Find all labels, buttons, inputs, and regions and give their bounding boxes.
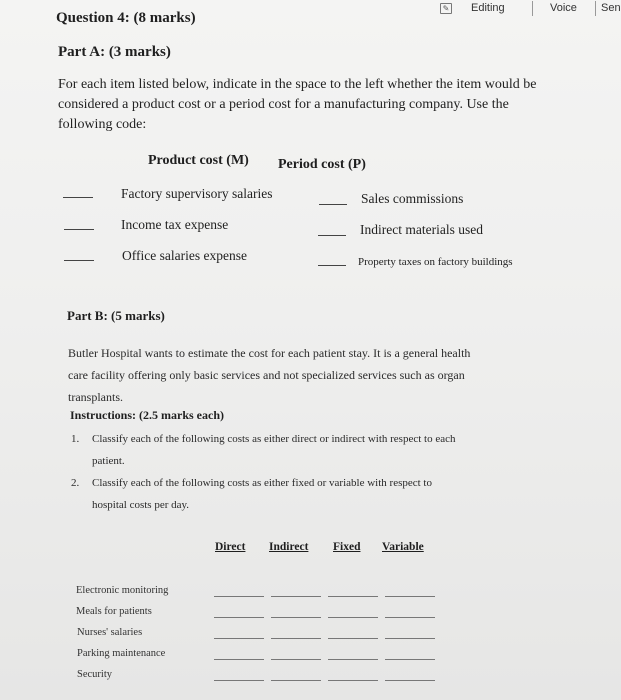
part-b-description	[68, 342, 470, 408]
voice-button[interactable]: Voice	[550, 2, 577, 14]
paragraph-line: considered a product cost or a period cost for a manufacturing company. Use the	[58, 97, 509, 112]
row-label: Nurses' salaries	[77, 627, 143, 638]
paragraph-line: Butler Hospital wants to estimate the cost for each patient stay. It is a general health	[68, 346, 471, 360]
row-label: Parking maintenance	[77, 648, 166, 659]
answer-blank[interactable]	[385, 596, 435, 597]
send-button[interactable]: Sen	[601, 2, 621, 14]
answer-blank[interactable]	[271, 680, 321, 681]
answer-blank[interactable]	[271, 638, 321, 639]
answer-blank[interactable]	[271, 659, 321, 660]
list-number: 2.	[71, 477, 80, 489]
answer-blank[interactable]	[328, 680, 378, 681]
answer-blank[interactable]	[319, 204, 347, 205]
list-text: Classify each of the following costs as either fixed or variable with respect to	[92, 477, 432, 489]
answer-blank[interactable]	[271, 617, 321, 618]
answer-blank[interactable]	[63, 197, 93, 198]
product-cost-code: Product cost (M)	[148, 153, 249, 168]
paragraph-line: following code:	[58, 117, 147, 132]
answer-blank[interactable]	[328, 638, 378, 639]
part-a-instructions	[58, 75, 573, 135]
column-header-indirect: Indirect	[269, 541, 309, 553]
answer-blank[interactable]	[385, 659, 435, 660]
answer-blank[interactable]	[214, 617, 264, 618]
column-header-direct: Direct	[215, 541, 246, 553]
answer-blank[interactable]	[328, 596, 378, 597]
answer-blank[interactable]	[328, 617, 378, 618]
question-title: Question 4: (8 marks)	[56, 10, 196, 26]
answer-blank[interactable]	[385, 638, 435, 639]
answer-blank[interactable]	[385, 680, 435, 681]
cost-item: Property taxes on factory buildings	[358, 256, 513, 268]
cost-item: Indirect materials used	[360, 222, 483, 237]
column-header-variable: Variable	[382, 541, 424, 553]
paragraph-line: For each item listed below, indicate in the space to the left whether the item would be	[58, 77, 537, 92]
answer-blank[interactable]	[214, 680, 264, 681]
answer-blank[interactable]	[328, 659, 378, 660]
paragraph-line: transplants.	[68, 390, 123, 404]
top-toolbar	[417, 0, 621, 18]
answer-blank[interactable]	[271, 596, 321, 597]
list-number: 1.	[71, 433, 80, 445]
part-b-title: Part B: (5 marks)	[67, 308, 165, 323]
answer-blank[interactable]	[318, 265, 346, 266]
row-label: Meals for patients	[76, 606, 152, 617]
answer-blank[interactable]	[64, 260, 94, 261]
answer-blank[interactable]	[214, 659, 264, 660]
row-label: Electronic monitoring	[76, 585, 169, 596]
toolbar-divider	[532, 1, 533, 16]
answer-blank[interactable]	[318, 235, 346, 236]
editing-mode-button[interactable]: Editing	[471, 2, 505, 14]
answer-blank[interactable]	[64, 229, 94, 230]
toolbar-divider	[595, 1, 596, 16]
list-text: Classify each of the following costs as either direct or indirect with respect to each	[92, 433, 456, 445]
cost-item: Office salaries expense	[122, 248, 247, 263]
list-text: patient.	[92, 455, 125, 467]
part-a-title: Part A: (3 marks)	[58, 44, 171, 60]
cost-item: Sales commissions	[361, 191, 464, 206]
instructions-heading: Instructions: (2.5 marks each)	[70, 408, 224, 422]
paragraph-line: care facility offering only basic services and not specialized services such as organ	[68, 368, 465, 382]
row-label: Security	[77, 669, 112, 680]
answer-blank[interactable]	[214, 638, 264, 639]
cost-item: Income tax expense	[121, 217, 229, 232]
cost-item: Factory supervisory salaries	[121, 186, 273, 201]
period-cost-code: Period cost (P)	[278, 157, 366, 172]
answer-blank[interactable]	[214, 596, 264, 597]
list-text: hospital costs per day.	[92, 499, 190, 511]
pen-icon[interactable]: ✎	[440, 3, 452, 14]
answer-blank[interactable]	[385, 617, 435, 618]
column-header-fixed: Fixed	[333, 541, 361, 553]
